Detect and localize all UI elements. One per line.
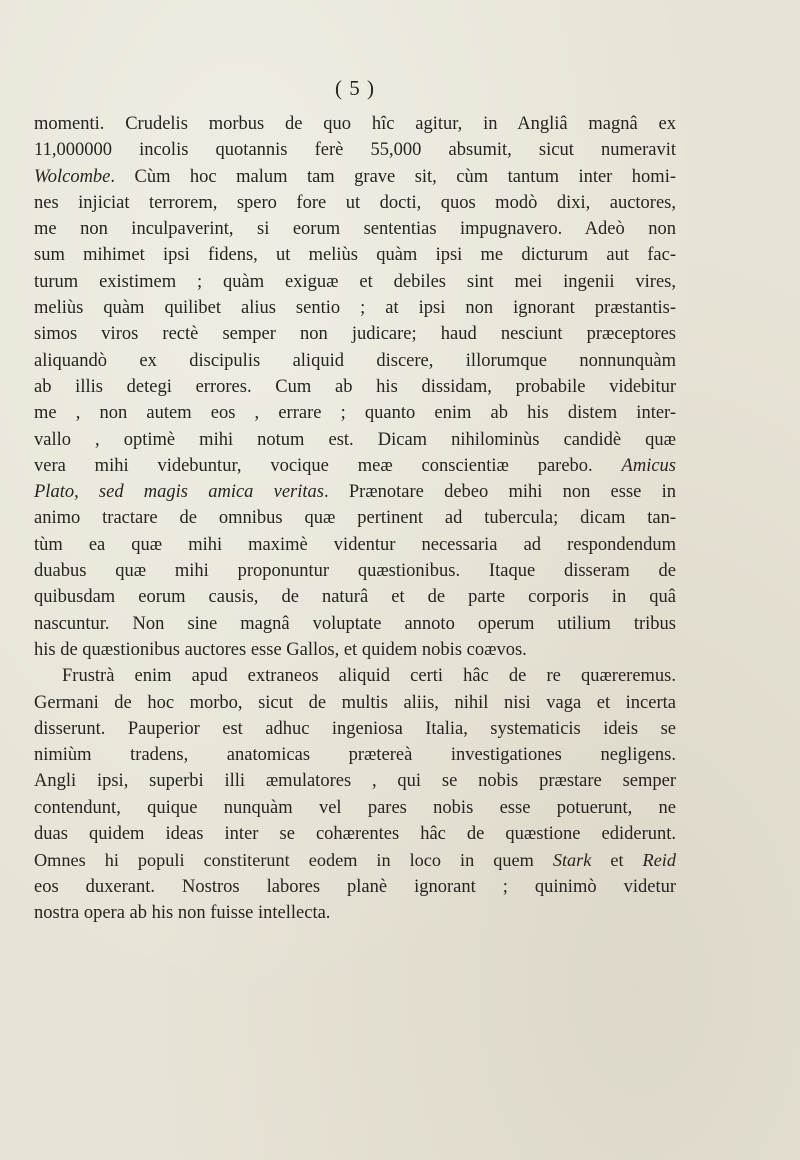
page-number: ( 5 ) — [335, 76, 375, 100]
text-line: nes injiciat terrorem, spero fore ut docti, quos modò dixi, auctores, — [34, 192, 676, 213]
latin-quote: Plato, sed magis amica veritas — [34, 482, 324, 503]
text-line: duabus quæ mihi proponuntur quæstionibus. Itaque disseram de — [34, 561, 676, 582]
author-name: Wolcombe — [34, 166, 111, 187]
text-line: duas quidem ideas inter se cohærentes hâc de quæstione ediderunt. — [34, 824, 676, 845]
text-line: nostra opera ab his non fuisse intellecta. — [34, 902, 331, 923]
text-line — [34, 453, 676, 479]
text-line: simos viros rectè semper non judicare; haud nesciunt præceptores — [34, 324, 676, 345]
text-line: ab illis detegi errores. Cum ab his dissidam, probabile videbitur — [34, 376, 676, 397]
text-segment: vera mihi videbuntur, vocique meæ conscientiæ parebo. — [34, 455, 622, 476]
text-line: me , non autem eos , errare ; quanto enim ab his distem inter- — [34, 403, 676, 424]
text-line: Frustrà enim apud extraneos aliquid certi hâc de re quæreremus. — [62, 666, 676, 687]
text-line: vallo , optimè mihi notum est. Dicam nihilominùs candidè quæ — [34, 429, 676, 450]
text-line: Angli ipsi, superbi illi æmulatores , qui se nobis præstare semper — [34, 771, 676, 792]
text-line: quibusdam eorum causis, de naturâ et de parte corporis in quâ — [34, 587, 676, 608]
text-line: disserunt. Pauperior est adhuc ingeniosa Italia, systematicis ideis se — [34, 718, 676, 739]
latin-quote: Amicus — [621, 455, 676, 476]
text-line: contendunt, quique nunquàm vel pares nobis esse potuerunt, ne — [34, 797, 676, 818]
author-name: Reid — [642, 850, 676, 871]
text-segment: . Prænotare debeo mihi non esse in — [324, 482, 676, 503]
author-name: Stark — [552, 850, 592, 871]
text-line: momenti. Crudelis morbus de quo hîc agitur, in Angliâ magnâ ex — [34, 114, 676, 134]
text-line: meliùs quàm quilibet alius sentio ; at ipsi non ignorant præstantis- — [34, 298, 676, 319]
text-line: Germani de hoc morbo, sicut de multis aliis, nihil nisi vaga et incerta — [34, 692, 676, 713]
text-line: animo tractare de omnibus quæ pertinent ad tubercula; dicam tan- — [34, 508, 676, 529]
text-line: his de quæstionibus auctores esse Gallos, et quidem nobis coævos. — [34, 639, 527, 660]
text-line: 11,000000 incolis quotannis ferè 55,000 absumit, sicut numeravit — [34, 140, 676, 161]
text-line: aliquandò ex discipulis aliquid discere, illorumque nonnunquàm — [34, 350, 676, 371]
text-segment: Omnes hi populi constiterunt eodem in loco in quem — [34, 850, 553, 871]
text-segment: et — [591, 850, 643, 871]
text-line — [34, 164, 676, 190]
text-line — [34, 479, 676, 505]
text-line: turum existimem ; quàm exiguæ et debiles sint mei ingenii vires, — [34, 271, 676, 292]
text-line: nascuntur. Non sine magnâ voluptate annoto operum utilium tribus — [34, 613, 676, 634]
body-text — [34, 111, 676, 926]
text-segment: . Cùm hoc malum tam grave sit, cùm tantum inter homi- — [110, 166, 676, 187]
text-line: nimiùm tradens, anatomicas prætereà investigationes negligens. — [34, 745, 676, 766]
text-line: sum mihimet ipsi fidens, ut meliùs quàm ipsi me dicturum aut fac- — [34, 245, 676, 266]
text-line: tùm ea quæ mihi maximè videntur necessaria ad respondendum — [34, 534, 676, 555]
text-line: eos duxerant. Nostros labores planè ignorant ; quinimò videtur — [34, 876, 676, 897]
text-line — [34, 847, 676, 873]
text-line: me non inculpaverint, si eorum sententias impugnavero. Adeò non — [34, 219, 676, 240]
